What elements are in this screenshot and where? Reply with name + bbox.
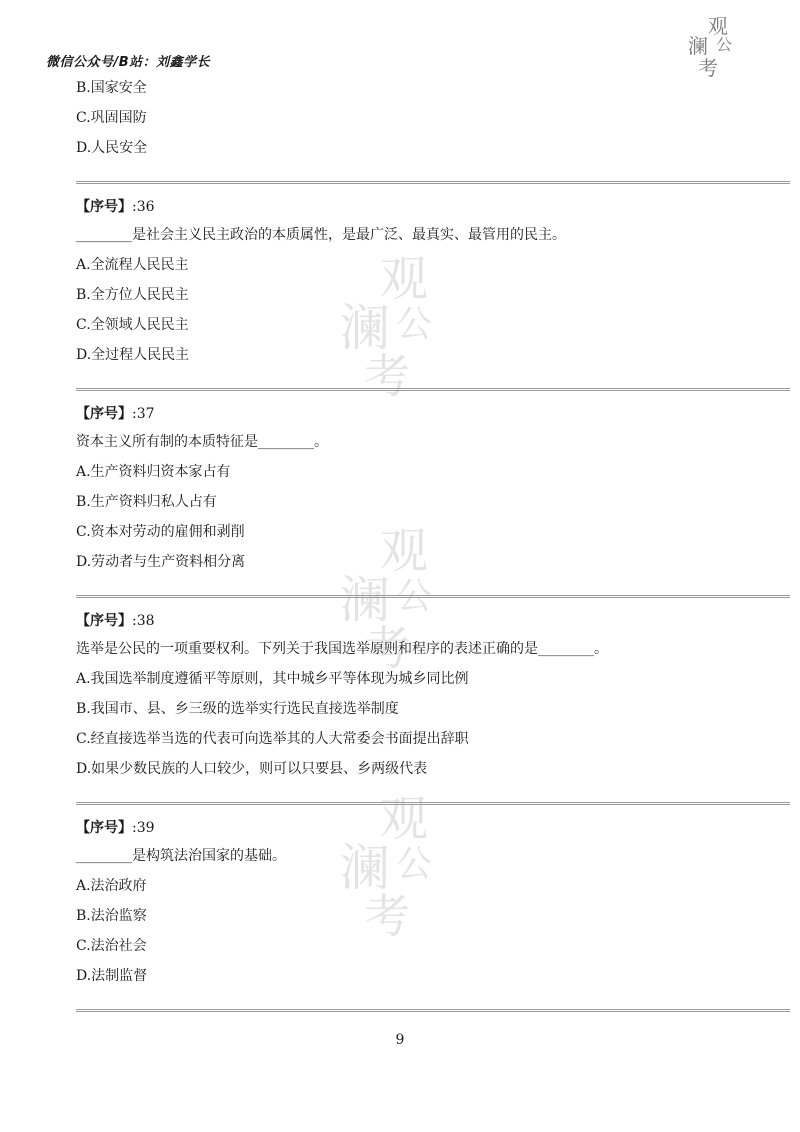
page-number: 9 (395, 1032, 405, 1048)
option-line: C.资本对劳动的雇佣和剥削 (76, 524, 245, 540)
question-divider (76, 595, 790, 598)
option-line: A.全流程人民民主 (76, 257, 189, 273)
logo-char-1: 观 (708, 14, 728, 38)
option-line: B.法治监察 (76, 908, 147, 924)
option-line: D.法制监督 (76, 968, 148, 984)
question-divider (76, 181, 790, 184)
logo-char-3: 公 (716, 35, 733, 54)
question-stem: 选举是公民的一项重要权利。下列关于我国选举原则和程序的表述正确的是________。 (76, 641, 608, 657)
brand-logo (684, 10, 744, 80)
option-line: A.我国选举制度遵循平等原则，其中城乡平等体现为城乡同比例 (76, 671, 469, 687)
question-divider (76, 1009, 790, 1012)
question-divider (76, 802, 790, 805)
question-divider (76, 388, 790, 391)
option-line: D.劳动者与生产资料相分离 (76, 554, 246, 570)
question-stem: 资本主义所有制的本质特征是________。 (76, 434, 328, 450)
question-stem: ________是构筑法治国家的基础。 (76, 848, 286, 864)
option-line: A.生产资料归资本家占有 (76, 464, 231, 480)
option-line: C.法治社会 (76, 938, 147, 954)
watermark-2: 观 澜 公 考 (340, 523, 433, 675)
watermark-1: 观 澜 公 考 (340, 251, 433, 403)
logo-char-2: 澜 (688, 34, 708, 58)
header-note: 微信公众号/B站：刘鑫学长 (46, 55, 211, 70)
option-line: D.如果少数民族的人口较少，则可以只要县、乡两级代表 (76, 761, 428, 777)
option-line: C.巩固国防 (76, 110, 147, 126)
question-header: 【序号】:37 (76, 406, 155, 422)
question-header: 【序号】:38 (76, 613, 155, 629)
option-line: A.法治政府 (76, 878, 147, 894)
option-line: B.生产资料归私人占有 (76, 494, 217, 510)
logo-char-4: 考 (698, 56, 718, 80)
option-line: C.经直接选举当选的代表可向选举其的人大常委会书面提出辞职 (76, 731, 469, 747)
option-line: B.我国市、县、乡三级的选举实行选民直接选举制度 (76, 701, 399, 717)
option-line: C.全领域人民民主 (76, 317, 189, 333)
question-header: 【序号】:39 (76, 820, 155, 836)
watermark-3: 观 澜 公 考 (340, 791, 433, 943)
question-stem: ________是社会主义民主政治的本质属性，是最广泛、最真实、最管用的民主。 (76, 227, 566, 243)
option-line: D.全过程人民民主 (76, 347, 190, 363)
question-header: 【序号】:36 (76, 199, 155, 215)
option-line: B.国家安全 (76, 80, 147, 96)
option-line: D.人民安全 (76, 140, 148, 156)
option-line: B.全方位人民民主 (76, 287, 189, 303)
